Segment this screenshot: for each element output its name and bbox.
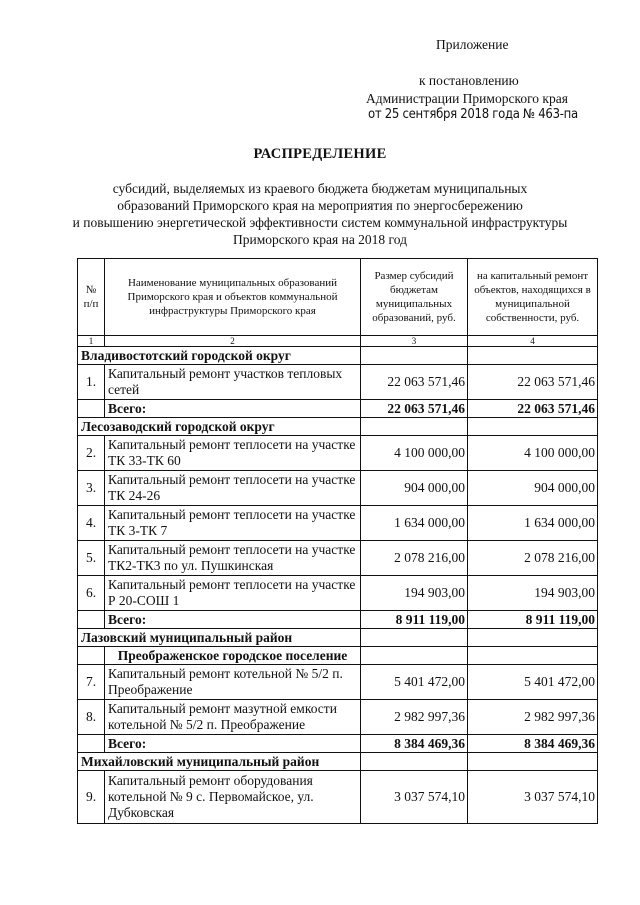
empty-cell: [361, 418, 468, 436]
row-municipal: 3 037 574,10: [468, 771, 598, 824]
row-name: Капитальный ремонт участков тепловых сетей: [105, 365, 361, 400]
column-number-row: [78, 336, 598, 347]
empty-cell: [78, 400, 105, 418]
empty-cell: [78, 647, 105, 665]
section-row: [78, 629, 598, 647]
empty-cell: [468, 647, 598, 665]
appendix-date-line: от 25 сентября 2018 года № 463-па: [368, 107, 578, 122]
row-municipal: 4 100 000,00: [468, 436, 598, 471]
col-number: 2: [105, 336, 361, 347]
row-num: 1.: [78, 365, 105, 400]
row-num: 5.: [78, 541, 105, 576]
row-subsidy: 904 000,00: [361, 471, 468, 506]
table-header-row: [78, 259, 598, 336]
table-row: [78, 771, 598, 824]
total-row: [78, 735, 598, 753]
section-title: Михайловский муниципальный район: [78, 753, 361, 771]
empty-cell: [78, 735, 105, 753]
row-municipal: 1 634 000,00: [468, 506, 598, 541]
row-num: 3.: [78, 471, 105, 506]
subtitle-line: образований Приморского края на мероприятия по энергосбережению: [117, 198, 523, 213]
row-name: Капитальный ремонт мазутной емкости котельной № 5/2 п. Преображение: [105, 700, 361, 735]
total-municipal: 22 063 571,46: [468, 400, 598, 418]
section-row: [78, 418, 598, 436]
total-municipal: 8 384 469,36: [468, 735, 598, 753]
row-subsidy: 194 903,00: [361, 576, 468, 611]
row-name: Капитальный ремонт котельной № 5/2 п. Преображение: [105, 665, 361, 700]
empty-cell: [468, 629, 598, 647]
total-label: Всего:: [105, 735, 361, 753]
row-name: Капитальный ремонт теплосети на участке Р 20-СОШ 1: [105, 576, 361, 611]
row-name: Капитальный ремонт теплосети на участке ТК 3-ТК 7: [105, 506, 361, 541]
empty-cell: [78, 611, 105, 629]
subsection-row: [78, 647, 598, 665]
total-row: [78, 400, 598, 418]
section-title: Владивостотский городской округ: [78, 347, 361, 365]
table-row: [78, 700, 598, 735]
appendix-title: Приложение: [436, 37, 509, 52]
subtitle-line: субсидий, выделяемых из краевого бюджета бюджетам муниципальных: [112, 181, 528, 196]
row-municipal: 22 063 571,46: [468, 365, 598, 400]
row-subsidy: 22 063 571,46: [361, 365, 468, 400]
row-municipal: 904 000,00: [468, 471, 598, 506]
total-row: [78, 611, 598, 629]
header-municipal: на капитальный ремонт объектов, находящихся в муниципальной собственности, руб.: [468, 259, 598, 336]
row-municipal: 5 401 472,00: [468, 665, 598, 700]
table-row: [78, 665, 598, 700]
header-subsidy: Размер субсидий бюджетам муниципальных образований, руб.: [361, 259, 468, 336]
section-title: Лесозаводский городской округ: [78, 418, 361, 436]
empty-cell: [468, 418, 598, 436]
total-municipal: 8 911 119,00: [468, 611, 598, 629]
col-number: 3: [361, 336, 468, 347]
row-name: Капитальный ремонт теплосети на участке ТК 24-26: [105, 471, 361, 506]
table-row: [78, 506, 598, 541]
empty-cell: [361, 753, 468, 771]
total-subsidy: 8 384 469,36: [361, 735, 468, 753]
empty-cell: [468, 753, 598, 771]
row-num: 4.: [78, 506, 105, 541]
table-row: [78, 436, 598, 471]
total-subsidy: 8 911 119,00: [361, 611, 468, 629]
appendix-resolution-line: к постановлению: [419, 73, 519, 88]
row-name: Капитальный ремонт оборудования котельной № 9 с. Первомайское, ул. Дубковская: [105, 771, 361, 824]
total-label: Всего:: [105, 611, 361, 629]
row-num: 6.: [78, 576, 105, 611]
subsidy-table: [77, 258, 598, 824]
empty-cell: [361, 629, 468, 647]
table-row: [78, 365, 598, 400]
col-number: 1: [78, 336, 105, 347]
row-municipal: 194 903,00: [468, 576, 598, 611]
row-name: Капитальный ремонт теплосети на участке ТК2-ТК3 по ул. Пушкинская: [105, 541, 361, 576]
row-num: 9.: [78, 771, 105, 824]
subtitle-line: Приморского края на 2018 год: [233, 232, 407, 247]
row-subsidy: 1 634 000,00: [361, 506, 468, 541]
empty-cell: [468, 347, 598, 365]
section-row: [78, 753, 598, 771]
row-num: 7.: [78, 665, 105, 700]
empty-cell: [361, 347, 468, 365]
appendix-administration-line: Администрации Приморского края: [366, 91, 568, 106]
document-title: РАСПРЕДЕЛЕНИЕ: [253, 146, 387, 162]
header-num: № п/п: [78, 259, 105, 336]
section-title: Лазовский муниципальный район: [78, 629, 361, 647]
subtitle-line: и повышению энергетической эффективности систем коммунальной инфраструктуры: [72, 215, 568, 230]
col-number: 4: [468, 336, 598, 347]
row-name: Капитальный ремонт теплосети на участке ТК 33-ТК 60: [105, 436, 361, 471]
row-subsidy: 5 401 472,00: [361, 665, 468, 700]
row-num: 2.: [78, 436, 105, 471]
total-label: Всего:: [105, 400, 361, 418]
header-name: Наименование муниципальных образований Приморского края и объектов коммунальной инфраструктуры Приморского края: [105, 259, 361, 336]
table-row: [78, 541, 598, 576]
table-row: [78, 576, 598, 611]
row-subsidy: 3 037 574,10: [361, 771, 468, 824]
document-subtitle: [60, 180, 580, 248]
row-subsidy: 2 078 216,00: [361, 541, 468, 576]
table-row: [78, 471, 598, 506]
empty-cell: [361, 647, 468, 665]
section-row: [78, 347, 598, 365]
row-municipal: 2 982 997,36: [468, 700, 598, 735]
subsection-title: Преображенское городское поселение: [105, 647, 361, 665]
row-num: 8.: [78, 700, 105, 735]
row-subsidy: 4 100 000,00: [361, 436, 468, 471]
row-subsidy: 2 982 997,36: [361, 700, 468, 735]
row-municipal: 2 078 216,00: [468, 541, 598, 576]
total-subsidy: 22 063 571,46: [361, 400, 468, 418]
